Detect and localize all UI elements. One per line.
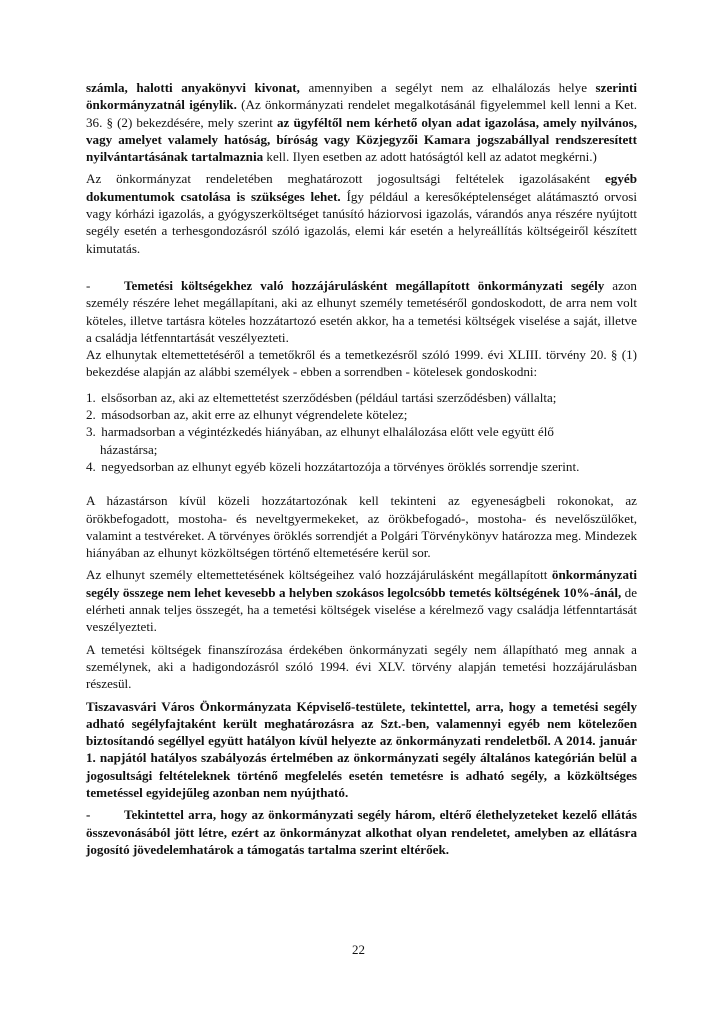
bold-text: Tiszavasvári Város Önkormányzata Képviselő-testülete, tekintettel, arra, hogy a temetési segély adható segélyfajtaként került meghatározásra az Szt.-ben, valamennyi egyéb nem kötelezően biztosítandó segéllyel együtt hatályon kívül helyezte az önkormányzati rendeletből. A 2014. január 1. napjától hatályos szabályozás értelmében az önkormányzati segély általános kategórián belül a jogosultsági feltételeknek történő megfelelés esetén temetésre is adható segély, a közköltséges temetéssel egyidejűleg azonban nem nyújtható.: [86, 698, 637, 800]
text: kell. Ilyen esetben az adott hatóságtól kell az adatot megkérni.): [263, 149, 597, 165]
dash-bullet: -: [86, 277, 91, 293]
text: amennyiben a segélyt nem az elhalálozás helye: [299, 80, 596, 95]
list-number: 4.: [86, 458, 96, 474]
list-number: 1.: [86, 389, 96, 405]
section-funeral-heading: [86, 277, 637, 346]
bold-text: szerinti önkormányzatnál igénylik.: [86, 80, 637, 113]
paragraph-income-limits: [86, 806, 637, 858]
list-text: másodsorban az, akit erre az elhunyt végrendelete kötelez;: [101, 407, 408, 423]
bold-text: önkormányzati segély összege nem lehet kevesebb a helyben szokásos legolcsóbb temetés költségének 10%-ánál,: [86, 567, 637, 600]
section-heading: Temetési költségekhez való hozzájárulásként megállapított önkormányzati segély: [124, 277, 605, 293]
text: Az elhunyt személy eltemettetésének költségeihez való hozzájárulásként megállapított: [86, 567, 552, 583]
dash-bullet: -: [86, 807, 91, 823]
list-text: negyedsorban az elhunyt egyéb közeli hozzátartozója a törvényes öröklés sorrendje szerint.: [101, 458, 580, 474]
list-number: 2.: [86, 407, 96, 423]
list-item: [86, 423, 637, 458]
list-item: [86, 458, 637, 475]
paragraph-financing: A temetési költségek finanszírozása érdekében önkormányzati segély nem állapítható meg annak a személynek, aki a hadigondozásról szóló 1994. évi XLV. törvény alapján temetési hozzájárulásban részesül.: [86, 641, 637, 692]
paragraph-relatives: A házastárson kívül közeli hozzátartozónak kell tekinteni az egyeneságbeli rokonokat, az örökbefogadott, mostoha- és neveltgyermekeket, az örökbefogadó-, mostoha- és nevelőszülőket, valamint a testvéreket. A törvényes öröklés sorrendjét a Polgári Törvénykönyv határozza meg. Mindezek hiányában az elhunyt közköltségen történő eltemetésére kerül sor.: [86, 493, 637, 561]
bold-text: Tekintettel arra, hogy az önkormányzati segély három, eltérő élethelyzeteket kezelő ellátás összevonásából jött létre, ezért az önkormányzat alkothat olyan rendeletet, amelyben az ellátásra jogosító jövedelemhatárok a támogatás tartalma szerint eltérőek.: [86, 807, 637, 857]
text: (Az önkormányzati rendelet megalkotásánál figyelemmel kell lenni a Ket. 36. § (2) bekezdésére, mely szerint: [86, 97, 637, 130]
paragraph-extra-documents: [86, 170, 637, 256]
page-number: 22: [352, 942, 365, 957]
list-number: 3.: [86, 424, 96, 440]
text: azon személy részére lehet megállapítani, aki az elhunyt személy temetéséről gondoskodott, de arra nem volt köteles, illetve tartásra köteles hozzátartozó esetén akkor, ha a temetési költségek viselése a saját, illetve a családja létfenntartását veszélyezteti.: [86, 277, 637, 345]
list-text-continued: házastársa;: [100, 441, 158, 457]
obligation-list: [86, 389, 637, 475]
text: de elérheti annak teljes összegét, ha a temetési költségek viselése a kérelmező vagy családja létfenntartását veszélyezteti.: [86, 584, 638, 635]
list-item: [86, 406, 637, 423]
text: Az önkormányzat rendeletében meghatározott jogosultsági feltételek igazolásaként: [86, 171, 605, 187]
list-text: harmadsorban a végintézkedés hiányában, az elhunyt elhalálozása előtt vele együtt élő: [101, 424, 554, 440]
paragraph-documents: [86, 79, 637, 165]
bold-text: egyéb dokumentumok csatolása is szükséges lehet.: [86, 171, 637, 204]
bold-text: számla, halotti anyakönyvi kivonat,: [86, 80, 300, 95]
text: Így például a keresőképtelenséget alátámasztó orvosi vagy kórházi igazolás, a gyógyszerköltséget tanúsító háziorvosi igazolás, várandós anya részére nyújtott segély esetén a terhesgondozásról szóló igazolás, elemi kár esetén a helyreállítás költségeiről készített kimutatás.: [86, 188, 637, 256]
page-content: [86, 79, 637, 858]
list-text: elsősorban az, aki az eltemettetést szerződésben (például tartási szerződésben) vállalta;: [101, 389, 557, 405]
paragraph-council: [86, 698, 637, 802]
list-item: [86, 389, 637, 406]
paragraph-amount: [86, 566, 637, 635]
bold-text: az ügyféltől nem kérhető olyan adat igazolása, amely nyilvános, vagy amelyet valamely hatóság, bíróság vagy Közjegyzői Kamara jogszabállyal rendszeresített nyilvántartásának tartalmaznia: [86, 114, 637, 165]
paragraph-law-reference: Az elhunytak eltemettetéséről a temetőkről és a temetkezésről szóló 1999. évi XLIII. törvény 20. § (1) bekezdése alapján az alábbi személyek - ebben a sorrendben - kötelesek gondoskodni:: [86, 347, 637, 380]
